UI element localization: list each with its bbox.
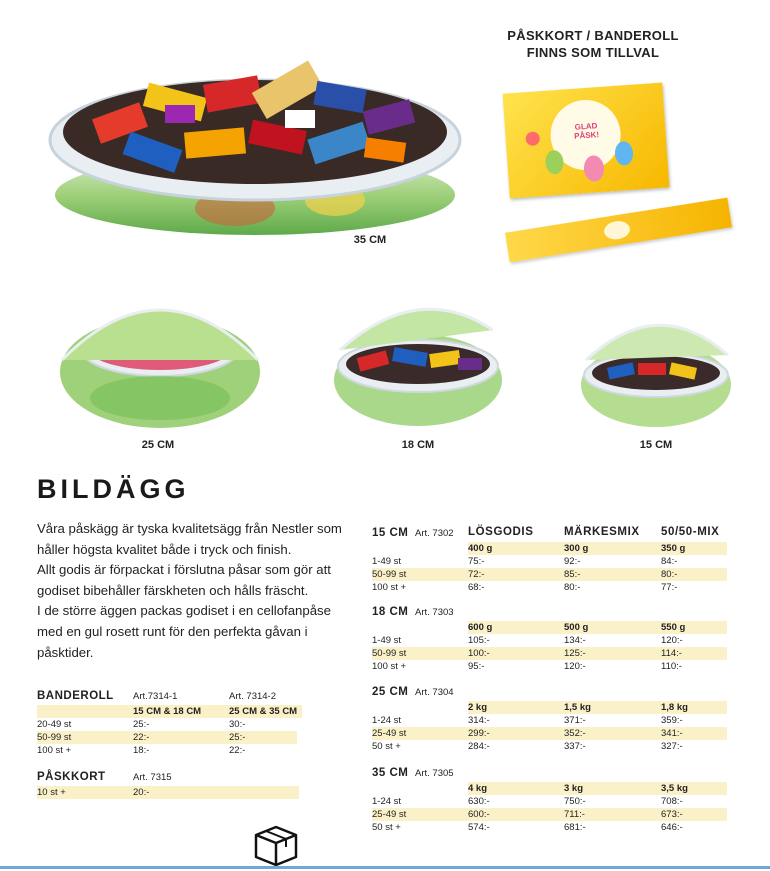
- table-row: 50 st + 574:- 681:- 646:-: [372, 822, 683, 833]
- art-number: Art. 7302: [415, 528, 454, 539]
- paskkort-art: Art. 7315: [133, 772, 172, 783]
- art-number: Art. 7305: [415, 768, 454, 779]
- banderoll-label: BANDEROLL: [37, 690, 114, 702]
- size-label: 35 CM: [372, 767, 409, 779]
- table-row: 50-99 st 72:- 85:- 80:-: [372, 569, 678, 580]
- table-row: 25-49 st 600:- 711:- 673:-: [372, 809, 683, 820]
- col-5050mix: 50/50-MIX: [661, 526, 720, 538]
- art-number: Art. 7303: [415, 607, 454, 618]
- col-markesmix: MÄRKESMIX: [564, 526, 640, 538]
- table-row: 1-49 st 75:- 92:- 84:-: [372, 556, 678, 567]
- paskkort-table: [37, 769, 302, 803]
- banderoll-size1: 15 CM & 18 CM: [133, 706, 202, 717]
- card-option-heading: [478, 27, 708, 61]
- price-table-35cm: 35 CM Art. 7305 4 kg 3 kg 3,5 kg 1-24 st 630:- 750:- 708:- 25-49 st 600:- 711:- 673:- 50 st + 574:- 681:- 646:-: [372, 766, 727, 836]
- intro-text: Våra påskägg är tyska kvalitetsägg från Nestler som håller högsta kvalitet både i tryck och finish. Allt godis är förpackat i förslutna påsar som gör att godiset bibehåller färskheten och hålls fräscht. I de större äggen packas godiset i en cellofanpåse med en gul rosett runt för den perfekta gåvan i påsktider.: [37, 521, 342, 660]
- price-table-25cm: 25 CM Art. 7304 2 kg 1,5 kg 1,8 kg 1-24 st 314:- 371:- 359:- 25-49 st 299:- 352:- 341:- 50 st + 284:- 337:- 327:-: [372, 685, 727, 755]
- paskkort-row-1: 10 st + 20:-: [37, 787, 150, 798]
- egg-35cm-caption: 35 CM: [353, 234, 387, 246]
- table-row: 25-49 st 299:- 352:- 341:-: [372, 728, 683, 739]
- footer-rule: [0, 866, 770, 869]
- card-heading-line1: PÅSKKORT / BANDEROLL: [507, 28, 679, 43]
- egg-25cm-caption: 25 CM: [141, 439, 175, 451]
- price-table-18cm: 18 CM Art. 7303 600 g 500 g 550 g 1-49 st 105:- 134:- 120:- 50-99 st 100:- 125:- 114:- 100 st + 95:- 120:- 110:-: [372, 605, 727, 675]
- card-greeting-text: GLAD PÅSK!: [573, 121, 600, 141]
- banderoll-art2: Art. 7314-2: [229, 691, 276, 702]
- banderoll-row-1: 20-49 st 25:- 30:-: [37, 719, 246, 730]
- size-label: 15 CM: [372, 527, 409, 539]
- banderoll-table: [37, 688, 302, 768]
- size-label: 18 CM: [372, 606, 409, 618]
- table-row: 100 st + 68:- 80:- 77:-: [372, 582, 678, 593]
- banderoll-row-3: 100 st + 18:- 22:-: [37, 745, 246, 756]
- egg-18cm-caption: 18 CM: [401, 439, 435, 451]
- art-number: Art. 7304: [415, 687, 454, 698]
- size-label: 25 CM: [372, 686, 409, 698]
- banderoll-strip: [505, 198, 732, 263]
- col-losgodis: LÖSGODIS: [468, 526, 534, 538]
- egg-25cm-image: [40, 280, 280, 440]
- egg-15cm-caption: 15 CM: [639, 439, 673, 451]
- package-box-icon: [252, 823, 300, 867]
- easter-greeting-card: [503, 83, 670, 199]
- card-heading-line2: FINNS SOM TILLVAL: [526, 45, 660, 60]
- banderoll-art1: Art.7314-1: [133, 691, 178, 702]
- banderoll-row-2: 50-99 st 22:- 25:-: [37, 732, 246, 743]
- table-row: 1-49 st 105:- 134:- 120:-: [372, 635, 683, 646]
- table-row: 50-99 st 100:- 125:- 114:-: [372, 648, 682, 659]
- table-row: 50 st + 284:- 337:- 327:-: [372, 741, 683, 752]
- table-row: 1-24 st 630:- 750:- 708:-: [372, 796, 683, 807]
- table-row: 100 st + 95:- 120:- 110:-: [372, 661, 682, 672]
- banderoll-size2: 25 CM & 35 CM: [229, 706, 298, 717]
- paskkort-label: PÅSKKORT: [37, 771, 106, 783]
- table-row: 1-24 st 314:- 371:- 359:-: [372, 715, 683, 726]
- egg-18cm-image: [318, 290, 518, 440]
- price-table-15cm: 15 CM Art. 7302 LÖSGODIS MÄRKESMIX 50/50-MIX 400 g 300 g 350 g 1-49 st 75:- 92:- 84:- 50-99 st 72:- 85:- 80:- 100 st + 68:- 80:- 77:-: [372, 526, 727, 596]
- egg-15cm-image: [568, 305, 743, 440]
- page-title: BILDÄGG: [37, 474, 190, 504]
- egg-35cm-image: [35, 20, 465, 240]
